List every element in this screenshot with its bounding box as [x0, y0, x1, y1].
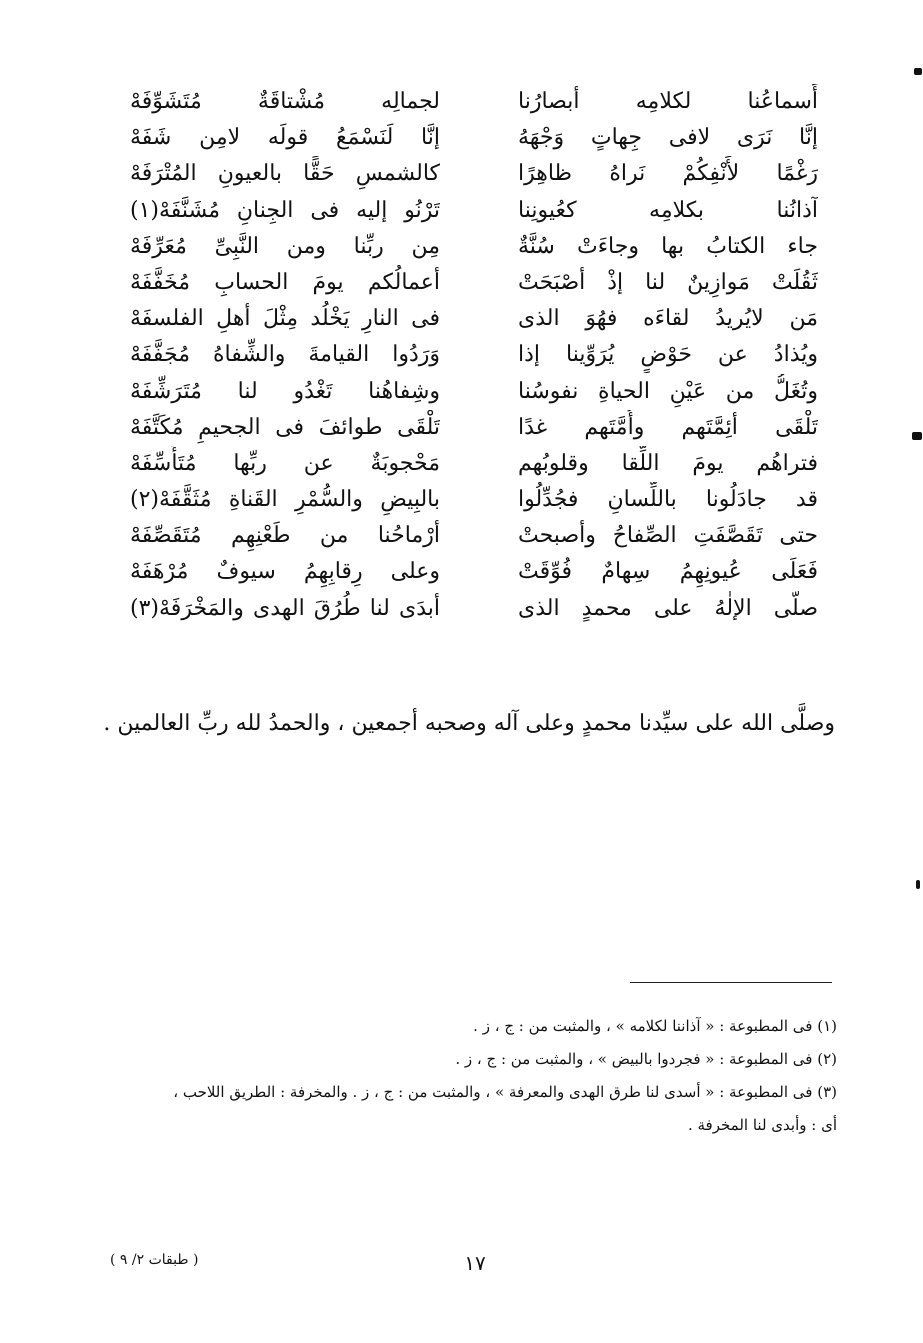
verse-line	[130, 591, 830, 627]
verse-second-hemistich: أبدَى لنا طُرُقَ الهدى والمَخْرَفَهْ(٣)	[130, 595, 440, 621]
verse-second-hemistich: فى النارِ يَخْلُد مِثْلَ أهلِ الفلسفَهْ	[130, 306, 440, 332]
verse-first-hemistich: فتراهُم يومَ اللِّقا وقلوبُهم	[518, 450, 818, 476]
verse-first-hemistich: ثَقُلَتْ مَوازِينٌ لنا إذْ أصْبَحَتْ	[518, 269, 818, 295]
poem	[130, 84, 830, 627]
verse-line	[130, 301, 830, 337]
verse-line	[130, 518, 830, 554]
verse-second-hemistich: أرْماحُنا من طَعْنِهِم مُتَقَصِّفَهْ	[130, 523, 440, 549]
verse-first-hemistich: تَلْقَى أئِمَّتَهم وأُمَّتَهم غدًا	[518, 414, 818, 440]
verse-first-hemistich: وتُغَلُّ من عَيْنِ الحياةِ نفوسُنا	[518, 378, 818, 404]
verse-first-hemistich: إنَّا نَرَى لافى جِهاتٍ وَجْهَهُ	[518, 125, 818, 151]
verse-first-hemistich: حتى تَقَصَّفَتِ الصِّفاحُ وأصبحتْ	[518, 523, 818, 549]
verse-first-hemistich: ويُذادُ عن حَوْضٍ يُرَوِّينا إذا	[518, 342, 818, 368]
verse-line	[130, 446, 830, 482]
verse-first-hemistich: مَن لايُريدُ لقاءَه فهُوَ الذى	[518, 306, 818, 332]
verse-first-hemistich: فَعَلَى عُيونِهِمُ سِهامٌ فُوِّقَتْ	[518, 559, 818, 585]
verse-line	[130, 84, 830, 120]
signature-mark: ( طبقات ٢/ ٩ )	[110, 1252, 199, 1268]
margin-mark-lower	[916, 880, 920, 889]
verse-second-hemistich: لجمالِه مُشْتاقَةٌ مُتَشَوِّفَهْ	[130, 89, 440, 114]
footnote-3: (٣) فى المطبوعة : « أسدى لنا طرق الهدى والمعرفة » ، والمثبت من : ج ، ز . والمخرفة : الطريق اللاحب ،	[173, 1083, 837, 1101]
verse-line	[130, 156, 830, 192]
verse-second-hemistich: وَرَدُوا القيامةَ والشِّفاهُ مُجَفَّفَهْ	[130, 342, 440, 368]
verse-line	[130, 337, 830, 373]
footnote-2: (٢) فى المطبوعة : « فجردوا بالبيض » ، والمثبت من : ج ، ز .	[455, 1050, 837, 1068]
margin-mark-top	[914, 68, 922, 75]
verse-line	[130, 410, 830, 446]
page-number: ١٧	[464, 1251, 486, 1275]
verse-second-hemistich: أعمالُكم يومَ الحسابِ مُخَفَّفَهْ	[130, 269, 440, 295]
verse-line	[130, 193, 830, 229]
verse-first-hemistich: أَسماعُنا لكلامِه أبصارُنا	[518, 89, 818, 114]
verse-first-hemistich: آذانُنا بكلامِه كعُيونِنا	[518, 197, 818, 223]
verse-line	[130, 120, 830, 156]
margin-mark-middle	[912, 432, 922, 440]
verse-first-hemistich: رَغْمًا لأَنْفِكُمْ نَراهُ ظاهِرًا	[518, 161, 818, 187]
footnote-rule	[630, 982, 832, 983]
closing-prayer: وصلَّى الله على سيِّدنا محمدٍ وعلى آله وصحبه أجمعين ، والحمدُ لله ربِّ العالمين .	[103, 711, 835, 736]
verse-second-hemistich: وشِفاهُنا تَغْدُو لنا مُتَرَشِّفَهْ	[130, 378, 440, 404]
verse-second-hemistich: تَرْنُو إليه فى الجِنانِ مُشَنَّفَهْ(١)	[130, 197, 440, 223]
verse-line	[130, 265, 830, 301]
verse-first-hemistich: صلَّى الإلٰهُ على محمدٍ الذى	[518, 595, 818, 621]
verse-second-hemistich: مِن ربِّنا ومن النَّبِىِّ مُعَرِّفَهْ	[130, 233, 440, 259]
verse-line	[130, 229, 830, 265]
verse-line	[130, 374, 830, 410]
verse-line	[130, 482, 830, 518]
verse-second-hemistich: مَحْجوبَةٌ عن ربِّها مُتَأَسِّفَهْ	[130, 450, 440, 476]
verse-second-hemistich: إنَّا لَنَسْمَعُ قولَه لامِن شَفَهْ	[130, 125, 440, 151]
verse-first-hemistich: جاء الكتابُ بها وجاءَتْ سُنَّةٌ	[518, 233, 818, 259]
verse-line	[130, 554, 830, 590]
verse-second-hemistich: تَلْقَى طوائفَ فى الجحيمِ مُكَتَّفَهْ	[130, 414, 440, 440]
verse-first-hemistich: قد جادَلُونا باللِّسانِ فجُدِّلُوا	[518, 487, 818, 513]
footnotes	[110, 1010, 837, 1142]
footnote-3-continuation: أى : وأبدى لنا المخرفة .	[687, 1116, 837, 1134]
verse-second-hemistich: وعلى رِقابِهِمُ سيوفٌ مُرْهَفَهْ	[130, 559, 440, 585]
verse-second-hemistich: كالشمسِ حَقًّا بالعيونِ المُتْرَفَهْ	[130, 161, 440, 187]
verse-second-hemistich: بالبِيضِ والسُّمْرِ القَناةِ مُثَقَّفَهْ(٢)	[130, 487, 440, 513]
footnote-1: (١) فى المطبوعة : « آذاننا لكلامه » ، والمثبت من : ج ، ز .	[473, 1017, 837, 1035]
